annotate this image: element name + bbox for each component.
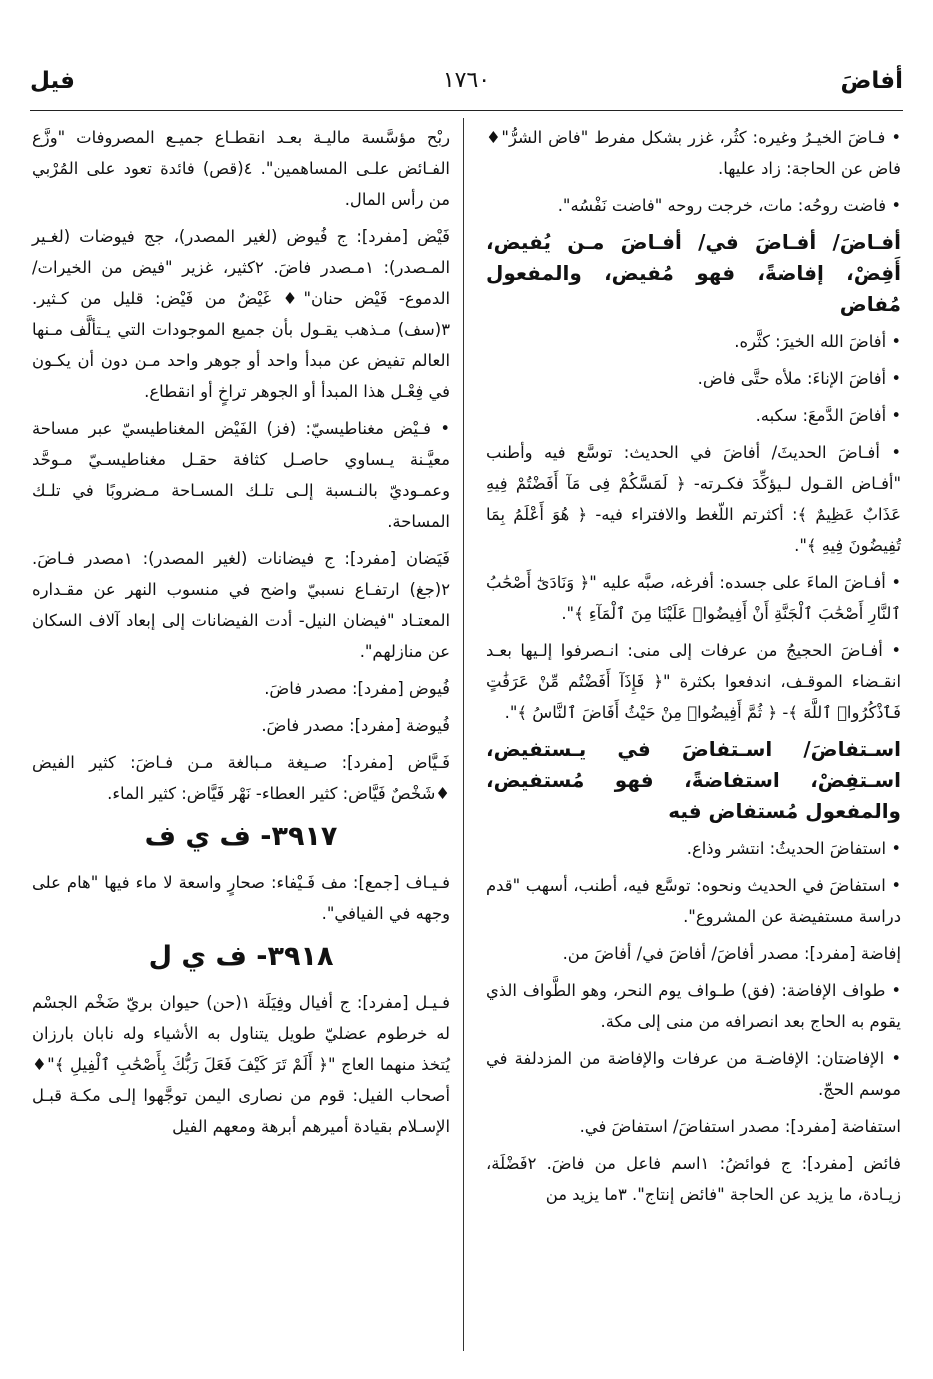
header-guide-word-left: فيل (30, 68, 75, 94)
entry-paragraph: • أفاضَ الدَّمعَ: سكبه. (755, 406, 901, 425)
entry-paragraph: • فـاضَ الخيـرُ وغيره: كثُر، غزر بشكل مفرط "فاض الشرُّ"♦ فاض عن الحاجة: زاد عليها. (486, 128, 901, 178)
column-divider (463, 118, 464, 1351)
right-column (486, 122, 901, 1216)
header-rule (30, 110, 903, 111)
headword-entry: أفـاضَ/ أفـاضَ في/ أفـاضَ مـن يُفيض، أَفِضْ، إفاضةً، فهو مُفيض، والمفعول مُفاض (486, 230, 901, 316)
entry-paragraph: إفاضة [مفرد]: مصدر أفاضَ/ أفاضَ في/ أفاضَ من. (562, 944, 901, 963)
entry-paragraph: استفاضة [مفرد]: مصدر استفاضَ/ استفاضَ في. (579, 1117, 901, 1136)
entry-paragraph: فائض [مفرد]: ج فوائضُ: ١اسم فاعل من فاضَ. ٢فَضْلَة، زيـادة، ما يزيد عن الحاجة "فائض إنتاج". ٣ما يزيد من (486, 1154, 901, 1204)
entry-paragraph: ربْح مؤسَّسة ماليـة بعـد انقطـاع جميـع المصروفات "وزَّع الفـائض علـى المساهمين". ٤(قص) فائدة تعود على المُرْبي من رأس المال. (32, 128, 450, 209)
root-section-heading: ٣٩١٨- ف ي ل (148, 941, 334, 972)
entry-paragraph: • أفـاضَ الماءَ على جسده: أفرغه، صبَّه عليه "﴿ وَنَادَىٰٓ أَصْحَٰبُ ٱلنَّارِ أَصْحَٰبَ ٱلْجَنَّةِ أَنْ أَفِيضُوا۟ عَلَيْنَا مِنَ ٱلْمَآءِ ﴾". (486, 573, 901, 623)
page-number: ١٧٦٠ (442, 68, 491, 93)
entry-paragraph: • فاضت روحُه: مات، خرجت روحه "فاضت نَفْسُه". (557, 196, 901, 215)
entry-paragraph: فَـيَّاض [مفرد]: صـيغة مـبالغة مـن فـاضَ: كثير الفيض ♦شَخْصٌ فَيَّاض: كثير العطاء- نَهْر فَيَّاض: كثير الماء. (32, 753, 450, 803)
headword-entry: اسـتفاضَ/ اسـتفاضَ في يـستفيض، اسـتفِضْ، استفاضةً، فهو مُستفيض، والمفعول مُستفاض فيه (486, 737, 901, 823)
entry-paragraph: فُيوضة [مفرد]: مصدر فاضَ. (261, 716, 450, 735)
entry-paragraph: فـيـل [مفرد]: ج أفيال وفِيَلَة ١(حن) حيوان بريّ ضَخْم الجسْم له خرطوم عضليّ طويل يتناول به الأشياء وله نابان بارزان يُتخذ منهما العاج "﴿ أَلَمْ تَرَ كَيْفَ فَعَلَ رَبُّكَ بِأَصْحَٰبِ ٱلْفِيلِ ﴾"♦ أصحاب الفيل: قوم من نصارى اليمن توجَّهوا إلـى مكـة قبـل الإسـلام بقيادة أميرهم أبرهة ومعهم الفيل (32, 993, 450, 1136)
entry-paragraph: • فـيْض مغناطيسيّ: (فز) الفَيْض المغناطيسيّ عبر مساحة معيَّـنة يـساوي حاصـل كثافة حقـل مغناطيسـيّ مـوحَّد وعمـوديّ بالنـسبة إلـى تلـك المسـاحة مـضروبًا في تلـك المساحة. (32, 419, 450, 531)
entry-paragraph: فـيـاف [جمع]: مف فَـيْفاء: صحارٍ واسعة لا ماء فيها "هام على وجهه في الفيافي". (32, 873, 450, 923)
entry-paragraph: • أفاضَ الإناءَ: ملأه حتَّى فاض. (697, 369, 901, 388)
entry-paragraph: • استفاضَ في الحديث ونحوه: توسَّع فيه، أطنب، أسهب "قدم دراسة مستفيضة عن المشروع". (486, 876, 901, 926)
root-section-heading: ٣٩١٧- ف ي ف (144, 821, 338, 852)
page-header (30, 62, 903, 108)
entry-paragraph: فَيَضان [مفرد]: ج فيضانات (لغير المصدر): ١مصدر فـاضَ. ٢(جغ) ارتفـاع نسبيّ واضح في منسوب النهر عن مقـداره المعتـاد "فيضان النيل- أدت الفيضانات إلى إبعاد آلاف السكان عن منازلهم". (32, 549, 450, 661)
entry-paragraph: فَيْض [مفرد]: ج فُيوض (لغير المصدر)، جج فيوضات (لغـير المـصدر): ١مـصدر فاضَ. ٢كثير، غزير "فيض من الخيرات/ الدموع- فَيْض حنان"♦ غَيْضٌ من فَيْض: قليل من كـثير. ٣(سف) مـذهب يقـول بأن جميع الموجودات التي يـتألَّف مـنها العالم تفيض عن مبدأ واحد أو جوهر واحد مـن دون أن يكـون في فِعْـل هذا المبدأ أو الجوهر تراخٍ أو انقطاع. (32, 227, 451, 401)
entry-paragraph: • أفـاضَ الحجيجُ من عرفات إلى منى: انـصرفوا إلـيها بعـد انقـضاء الموقـف، اندفعوا بكثرة "﴿ فَإِذَآ أَفَضْتُم مِّنْ عَرَفَٰتٍ فَٱذْكُرُوا۟ ٱللَّهَ ﴾- ﴿ ثُمَّ أَفِيضُوا۟ مِنْ حَيْثُ أَفَاضَ ٱلنَّاسُ ﴾". (486, 641, 901, 722)
entry-paragraph: فُيوض [مفرد]: مصدر فاضَ. (264, 679, 450, 698)
entry-paragraph: • طواف الإفاضة: (فق) طـواف يوم النحر، وهو الطَّواف الذي يقوم به الحاج بعد انصرافه من منى إلى مكة. (486, 981, 901, 1031)
left-column (32, 122, 450, 1148)
entry-paragraph: • الإفاضتان: الإفاضـة من عرفات والإفاضة من المزدلفة في موسم الحجّ. (486, 1049, 901, 1099)
entry-paragraph: • أفاضَ الله الخيرَ: كثَّره. (734, 332, 901, 351)
entry-paragraph: • أفـاضَ الحديثَ/ أفاضَ في الحديث: توسَّع فيه وأطنب "أفـاض القـول لـيؤكِّدَ فكـرته- ﴿ لَمَسَّكُمْ فِى مَآ أَفَضْتُمْ فِيهِ عَذَابٌ عَظِيمٌ ﴾: أكثرتم اللّغط والافتراء فيه- ﴿ هُوَ أَعْلَمُ بِمَا تُفِيضُونَ فِيهِ ﴾". (486, 443, 901, 555)
header-guide-word-right: أفاضَ (840, 68, 903, 94)
entry-paragraph: • استفاضَ الحديثُ: انتشر وذاع. (686, 839, 901, 858)
